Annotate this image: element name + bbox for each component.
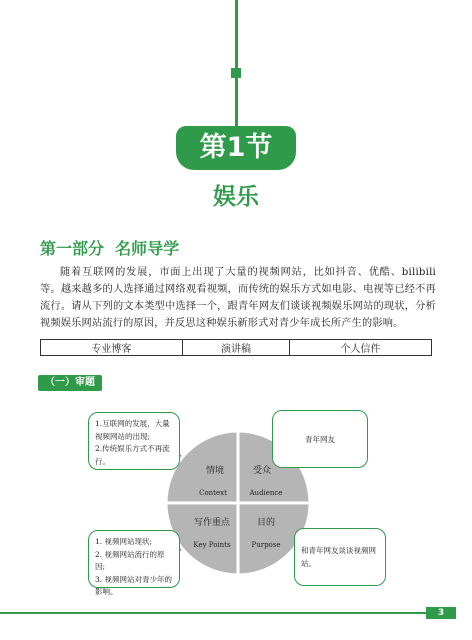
- quadrant-audience-en: Audience: [249, 489, 283, 497]
- subsection-label: （一）审题: [38, 375, 102, 391]
- quadrant-purpose-en: Purpose: [251, 541, 281, 549]
- prompt-paragraph: 随着互联网的发展，市面上出现了大量的视频网站，比如抖音、优酷、bilibili 等。越来越多的人选择通过网络观看视频，而传统的娱乐方式如电影、电视等已经不再流行。请从下列的文本类型中选择一个，跟青年网友们谈谈视频娱乐网站的现状，分析视频娱乐网站流行的原因，并反思这种娱乐新形式对青少年成长所产生的影响。: [40, 267, 436, 329]
- quadrant-audience-cn: 受众: [252, 466, 272, 476]
- chapter-number: 第1节: [176, 126, 296, 170]
- quadrant-context-en: Context: [199, 489, 227, 497]
- table-row: [41, 340, 432, 356]
- page-number: 3: [426, 607, 456, 619]
- analysis-diagram: [0, 395, 472, 605]
- decorative-line-mid: [235, 78, 238, 128]
- text-type-blog: 专业博客: [41, 340, 183, 356]
- keypoints-note-box: 1. 视频网站现状; 2. 视频网站流行的原因; 3. 视频网站对青少年的影响。: [88, 530, 180, 588]
- decorative-line-top: [235, 0, 238, 70]
- text-type-speech: 演讲稿: [182, 340, 289, 356]
- decorative-square: [231, 68, 241, 78]
- text-type-letter: 个人信件: [290, 340, 432, 356]
- quadrant-purpose-cn: 目的: [256, 518, 276, 528]
- purpose-note-box: 和青年网友谈谈视频网站。: [294, 528, 386, 586]
- quadrant-keypoints-en: Key Points: [193, 541, 231, 549]
- context-note-box: 1.互联网的发展，大量视频网站的出现; 2.传统娱乐方式不再流行。: [88, 412, 180, 470]
- quadrant-context-cn: 情境: [205, 466, 225, 476]
- section-title: 第一部分 名师导学: [40, 239, 180, 258]
- footer-rule: [0, 612, 426, 614]
- text-type-table: [40, 339, 432, 356]
- chapter-subtitle: 娱乐: [213, 184, 259, 210]
- audience-note-box: 青年网友: [272, 410, 368, 468]
- quadrant-keypoints-cn: 写作重点: [193, 518, 231, 528]
